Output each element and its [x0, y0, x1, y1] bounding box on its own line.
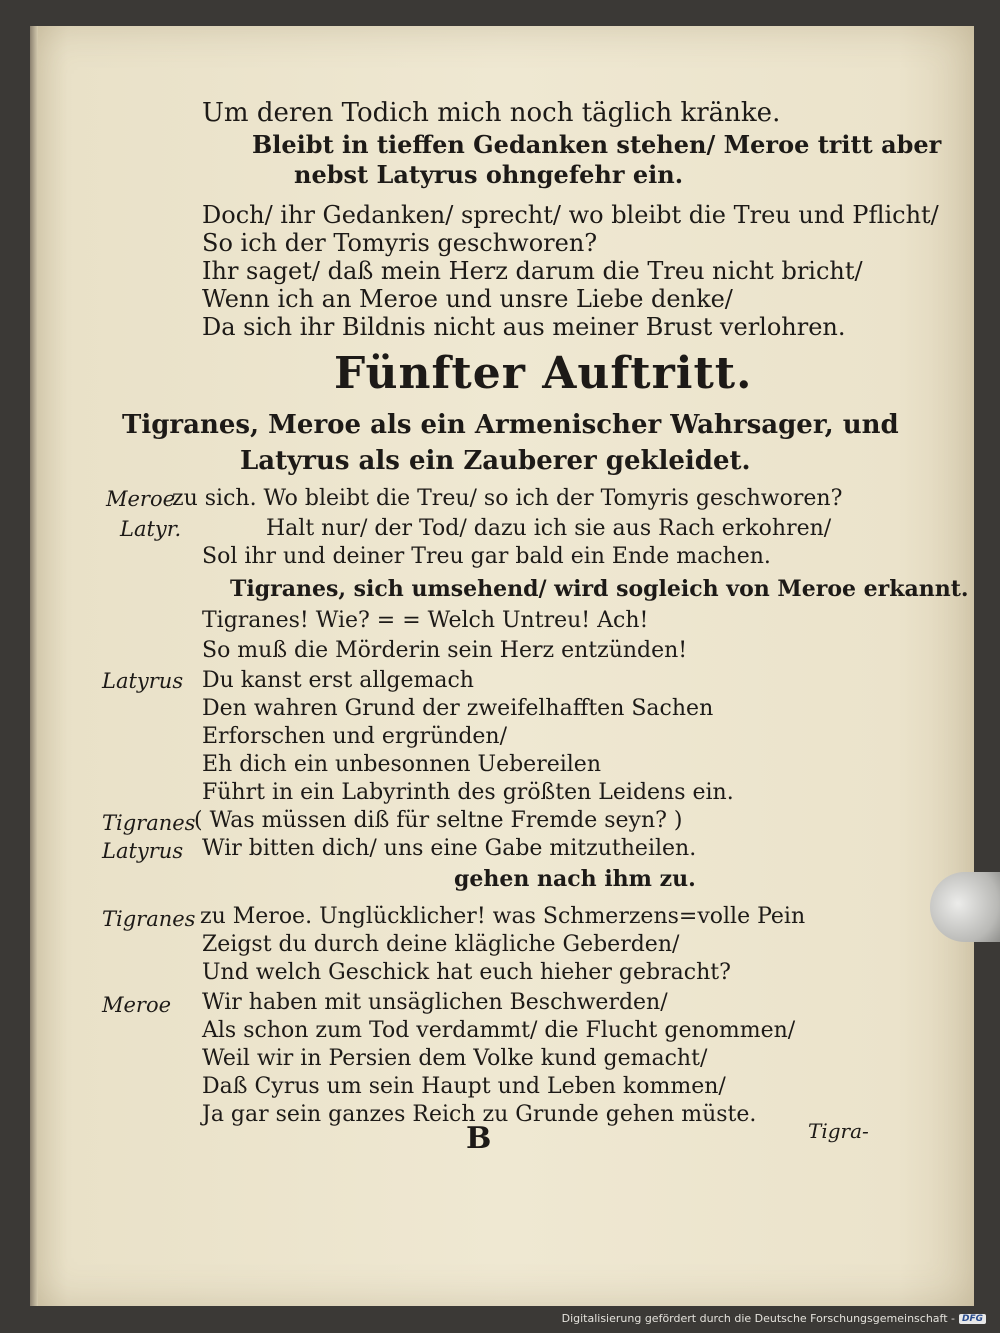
text-line: Wenn ich an Meroe und unsre Liebe denke/ — [202, 285, 733, 313]
text-line: Erforschen und ergründen/ — [202, 724, 508, 749]
text-line: Du kanst erst allgemach — [202, 668, 474, 693]
page-tab — [930, 872, 1000, 942]
text-line: zu Meroe. Unglücklicher! was Schmerzens=volle Pein — [200, 904, 806, 929]
footer-credit — [562, 1312, 986, 1325]
signature-mark: B — [466, 1121, 492, 1156]
text-line: Führt in ein Labyrinth des größten Leidens ein. — [202, 780, 734, 805]
speaker-label: Meroe — [102, 993, 172, 1017]
speaker-label: Latyrus — [102, 669, 184, 693]
text-line: Daß Cyrus um sein Haupt und Leben kommen/ — [202, 1074, 726, 1099]
speaker-label: Meroe — [106, 487, 176, 511]
text-line: So ich der Tomyris geschworen? — [202, 229, 598, 257]
speaker-label: Latyrus — [102, 839, 184, 863]
catchword: Tigra- — [808, 1119, 869, 1143]
text-line: ( Was müssen diß für seltne Fremde seyn? ) — [194, 808, 683, 833]
stage-direction: Bleibt in tieffen Gedanken stehen/ Meroe tritt aber — [252, 130, 942, 159]
stage-direction: nebst Latyrus ohngefehr ein. — [294, 160, 684, 189]
text-line: So muß die Mörderin sein Herz entzünden! — [202, 638, 688, 663]
cast-line: Tigranes, Meroe als ein Armenischer Wahrsager, und — [122, 410, 899, 440]
text-line: Doch/ ihr Gedanken/ sprecht/ wo bleibt die Treu und Pflicht/ — [202, 201, 939, 229]
text-line: Ihr saget/ daß mein Herz darum die Treu nicht bricht/ — [202, 257, 863, 285]
text-line: Zeigst du durch deine klägliche Geberden/ — [202, 932, 680, 957]
text-line: Den wahren Grund der zweifelhafften Sachen — [202, 696, 714, 721]
page-gutter — [30, 26, 38, 1306]
text-line: Wir haben mit unsäglichen Beschwerden/ — [202, 990, 668, 1015]
speaker-label: Latyr. — [120, 517, 182, 541]
footer-text: Digitalisierung gefördert durch die Deutsche Forschungsgemeinschaft - — [561, 1312, 955, 1325]
scene-heading: Fünfter Auftritt. — [334, 348, 753, 399]
speaker-label: Tigranes — [102, 907, 196, 931]
stage-direction: Tigranes, sich umsehend/ wird sogleich von Meroe erkannt. — [230, 576, 969, 602]
text-line: Ja gar sein ganzes Reich zu Grunde gehen müste. — [202, 1102, 757, 1127]
text-line: Da sich ihr Bildnis nicht aus meiner Brust verlohren. — [202, 313, 846, 341]
text-line: Als schon zum Tod verdammt/ die Flucht genommen/ — [202, 1018, 796, 1043]
text-line: zu sich. Wo bleibt die Treu/ so ich der Tomyris geschworen? — [172, 486, 843, 511]
text-line: Weil wir in Persien dem Volke kund gemacht/ — [202, 1046, 708, 1071]
speaker-label: Tigranes — [102, 811, 196, 835]
text-line: Eh dich ein unbesonnen Uebereilen — [202, 752, 601, 777]
text-line: Halt nur/ der Tod/ dazu ich sie aus Rach erkohren/ — [266, 516, 832, 541]
text-line: Und welch Geschick hat euch hieher gebracht? — [202, 960, 731, 985]
book-page — [30, 26, 974, 1306]
text-line: Wir bitten dich/ uns eine Gabe mitzutheilen. — [202, 836, 697, 861]
text-line: Sol ihr und deiner Treu gar bald ein Ende machen. — [202, 544, 771, 569]
dfg-logo-icon: DFG — [959, 1314, 986, 1324]
text-line: Um deren Todich mich noch täglich kränke. — [202, 98, 781, 128]
stage-direction: gehen nach ihm zu. — [454, 866, 696, 892]
cast-line: Latyrus als ein Zauberer gekleidet. — [240, 446, 751, 476]
text-line: Tigranes! Wie? = = Welch Untreu! Ach! — [202, 608, 649, 633]
